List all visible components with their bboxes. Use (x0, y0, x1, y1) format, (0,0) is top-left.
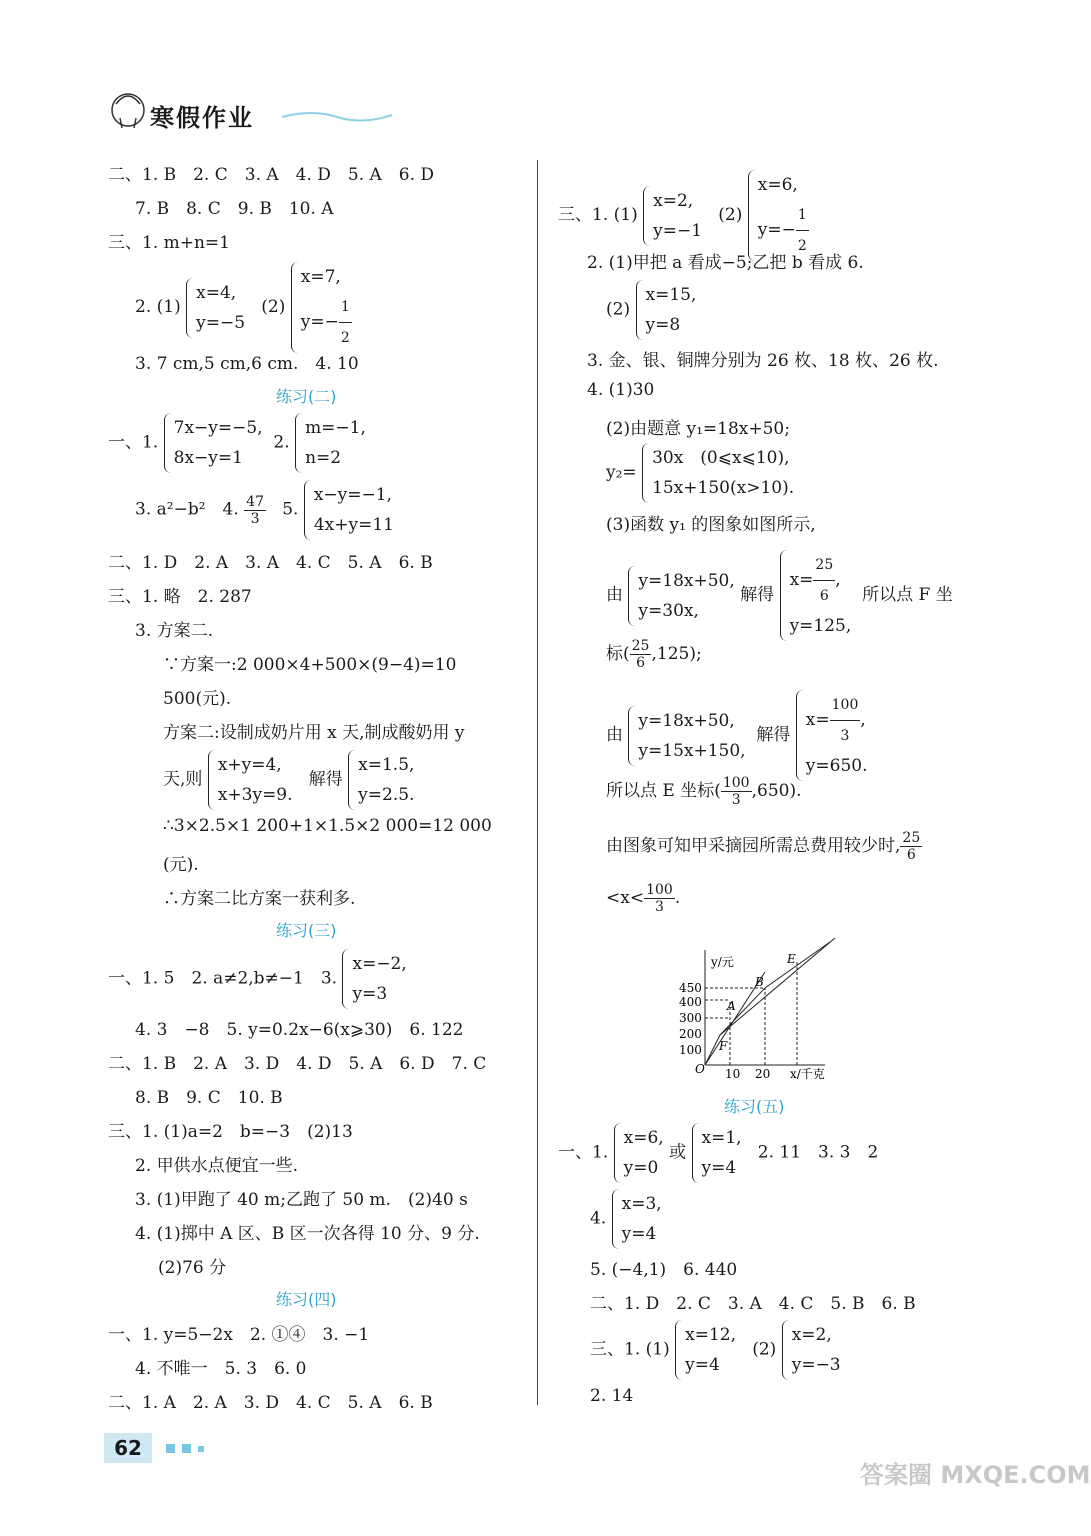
equation-system-row: y₂= 30x (0⩽x⩽10), 15x+150(x>10). (606, 443, 794, 503)
graph-point-a: A (727, 999, 736, 1013)
header-title: 寒假作业 (150, 104, 254, 132)
equation-system-row: 一、1. x=6, y=0 或 x=1, y=4 2. 11 3. 3 2 (558, 1123, 878, 1183)
equation-system: 30x (0⩽x⩽10), 15x+150(x>10). (642, 443, 794, 503)
graph-ytick: 400 (679, 995, 702, 1009)
coordinate-line: 所以点 E 坐标( $\frac{100}{3}$ ,650). (606, 775, 802, 808)
header-decoration (282, 108, 392, 118)
equation-system: m=−1, n=2 (295, 413, 366, 473)
answer-line: 方案二:设制成奶片用 x 天,制成酸奶用 y (163, 723, 465, 743)
answer-line: 4. (1)掷中 A 区、B 区一次各得 10 分、9 分. (135, 1224, 480, 1244)
graph-point-b: B (755, 975, 764, 989)
function-graph (675, 930, 850, 1080)
graph-xtick: 20 (755, 1067, 771, 1081)
equation-system-row: 天,则 x+y=4, x+3y=9. 解得 x=1.5, y=2.5. (163, 750, 414, 810)
section-title: 练习(二) (276, 387, 337, 406)
equation-system: x=−2, y=3 (342, 949, 406, 1009)
equation-system-row: 三、1. (1) x=12, y=4 (2) x=2, y=−3 (590, 1320, 841, 1380)
answer-line: 一、1. y=5−2x 2. ①④ 3. −1 (108, 1325, 370, 1345)
graph-ytick: 450 (679, 981, 702, 995)
answer-line: 三、1. 略 2. 287 (108, 587, 252, 607)
graph-ytick: 200 (679, 1027, 702, 1041)
equation-system: x= $\frac{100}{3}$ , y=650. (796, 690, 868, 781)
equation-system: 7x−y=−5, 8x−y=1 (164, 413, 263, 473)
answer-line: ∴3×2.5×1 200+1×1.5×2 000=12 000 (163, 816, 492, 836)
answer-line: 2. 甲供水点便宜一些. (135, 1156, 299, 1176)
equation-system-row: 由 y=18x+50, y=15x+150, 解得 x= $\frac{100}{3}$ , y=650. (606, 690, 868, 781)
section-title: 练习(三) (276, 921, 337, 940)
footer-dot (166, 1444, 175, 1453)
equation-system-row: 一、1. 5 2. a≠2,b≠−1 3. x=−2, y=3 (108, 949, 407, 1009)
footer-dot (198, 1446, 204, 1452)
equation-system-row: 4. x=3, y=4 (590, 1189, 662, 1249)
inequality-line: <x< $\frac{100}{3}$ . (606, 882, 681, 915)
graph-ytick: 300 (679, 1011, 702, 1025)
answer-line: ∴方案二比方案一获利多. (163, 889, 356, 909)
graph-origin: O (695, 1062, 705, 1076)
answer-line: 二、1. B 2. A 3. D 4. D 5. A 6. D 7. C (108, 1054, 487, 1074)
equation-system: y=18x+50, y=30x, (628, 566, 734, 626)
equation-system-row: 由 y=18x+50, y=30x, 解得 x= $\frac{25}{6}$ , y=125, 所以点 F 坐 (606, 550, 953, 641)
page-number: 62 (104, 1433, 152, 1463)
answer-line: 3. 方案二. (135, 621, 214, 641)
equation-system: x+y=4, x+3y=9. (208, 750, 293, 810)
answer-line: (元). (163, 855, 199, 875)
answer-line: 5. (−4,1) 6. 440 (590, 1260, 738, 1280)
conclusion-line: 由图象可知甲采摘园所需总费用较少时, $\frac{25}{6}$ (606, 830, 921, 863)
answer-line: 三、1. m+n=1 (108, 233, 230, 253)
equation-system: x=2, y=−1 (643, 186, 702, 246)
fraction: $\frac{47}{3}$ (246, 493, 264, 527)
equation-system: x=2, y=−3 (782, 1320, 841, 1380)
equation-system-row: (2) x=15, y=8 (606, 280, 696, 340)
equation-system: x= $\frac{25}{6}$ , y=125, (780, 550, 852, 641)
graph-xtick: 10 (725, 1067, 741, 1081)
equation-system: x=6, y=− $\frac{1}{2}$ (748, 170, 809, 261)
equation-system: x=15, y=8 (636, 280, 697, 340)
equation-system: x=3, y=4 (612, 1189, 662, 1249)
answer-line: 二、1. B 2. C 3. A 4. D 5. A 6. D (108, 165, 435, 185)
equation-system: x=4, y=−5 (186, 278, 245, 338)
answer-line: (2)76 分 (158, 1258, 227, 1278)
answer-line: 8. B 9. C 10. B (135, 1088, 283, 1108)
equation-system: x−y=−1, 4x+y=11 (304, 480, 394, 540)
equation-system-row: 三、1. (1) x=2, y=−1 (2) x=6, y=− $\frac{1}{2}$ (558, 170, 809, 261)
section-title: 练习(五) (724, 1097, 785, 1116)
answer-line: 2. (1)甲把 a 看成−5;乙把 b 看成 6. (587, 253, 864, 273)
answer-line: (2)由题意 y₁=18x+50; (606, 419, 790, 439)
answer-line: (3)函数 y₁ 的图象如图所示, (606, 515, 816, 535)
coordinate-line: 标( $\frac{25}{6}$ ,125); (606, 638, 702, 671)
equation-system: x=1.5, y=2.5. (348, 750, 414, 810)
footer-dot (182, 1444, 191, 1453)
equation-system-row: 2. (1) x=4, y=−5 (2) x=7, y=− $\frac{1}{2}$ (135, 262, 352, 353)
answer-line: 二、1. D 2. C 3. A 4. C 5. B 6. B (590, 1294, 916, 1314)
graph-ytick: 100 (679, 1043, 702, 1057)
answer-line: 二、1. A 2. A 3. D 4. C 5. A 6. B (108, 1393, 433, 1413)
watermark: 答案圈 MXQE.COM (860, 1461, 1091, 1489)
section-title: 练习(四) (276, 1290, 337, 1309)
answer-line: 3. 金、银、铜牌分别为 26 枚、18 枚、26 枚. (587, 351, 939, 371)
equation-system: x=6, y=0 (614, 1123, 664, 1183)
equation-system: y=18x+50, y=15x+150, (628, 706, 745, 766)
graph-point-f: F (719, 1039, 728, 1053)
answer-line: 3. (1)甲跑了 40 m;乙跑了 50 m. (2)40 s (135, 1190, 468, 1210)
column-divider (537, 160, 538, 1405)
equation-system-row: 一、1. 7x−y=−5, 8x−y=1 2. m=−1, n=2 (108, 413, 366, 473)
answer-line: 二、1. D 2. A 3. A 4. C 5. A 6. B (108, 553, 433, 573)
graph-ylabel: y/元 (711, 955, 734, 969)
equation-system: x=12, y=4 (675, 1320, 736, 1380)
answer-line: 2. 14 (590, 1386, 634, 1406)
equation-system: x=7, y=− $\frac{1}{2}$ (291, 262, 352, 353)
answer-line: ∵方案一:2 000×4+500×(9−4)=10 (163, 655, 457, 675)
graph-xlabel: x/千克 (790, 1067, 825, 1081)
header-logo (108, 88, 148, 132)
answer-line: 4. (1)30 (587, 380, 655, 400)
graph-point-e: E (787, 952, 796, 966)
equation-system-row: 3. a²−b² 4. $\frac{47}{3}$ 5. x−y=−1, 4x+y=11 (135, 480, 394, 540)
answer-line: 三、1. (1)a=2 b=−3 (2)13 (108, 1122, 353, 1142)
answer-line: 7. B 8. C 9. B 10. A (135, 199, 334, 219)
answer-line: 4. 3 −8 5. y=0.2x−6(x⩾30) 6. 122 (135, 1020, 464, 1040)
answer-line: 3. 7 cm,5 cm,6 cm. 4. 10 (135, 354, 359, 374)
answer-line: 4. 不唯一 5. 3 6. 0 (135, 1359, 307, 1379)
equation-system: x=1, y=4 (692, 1123, 742, 1183)
answer-line: 500(元). (163, 689, 232, 709)
